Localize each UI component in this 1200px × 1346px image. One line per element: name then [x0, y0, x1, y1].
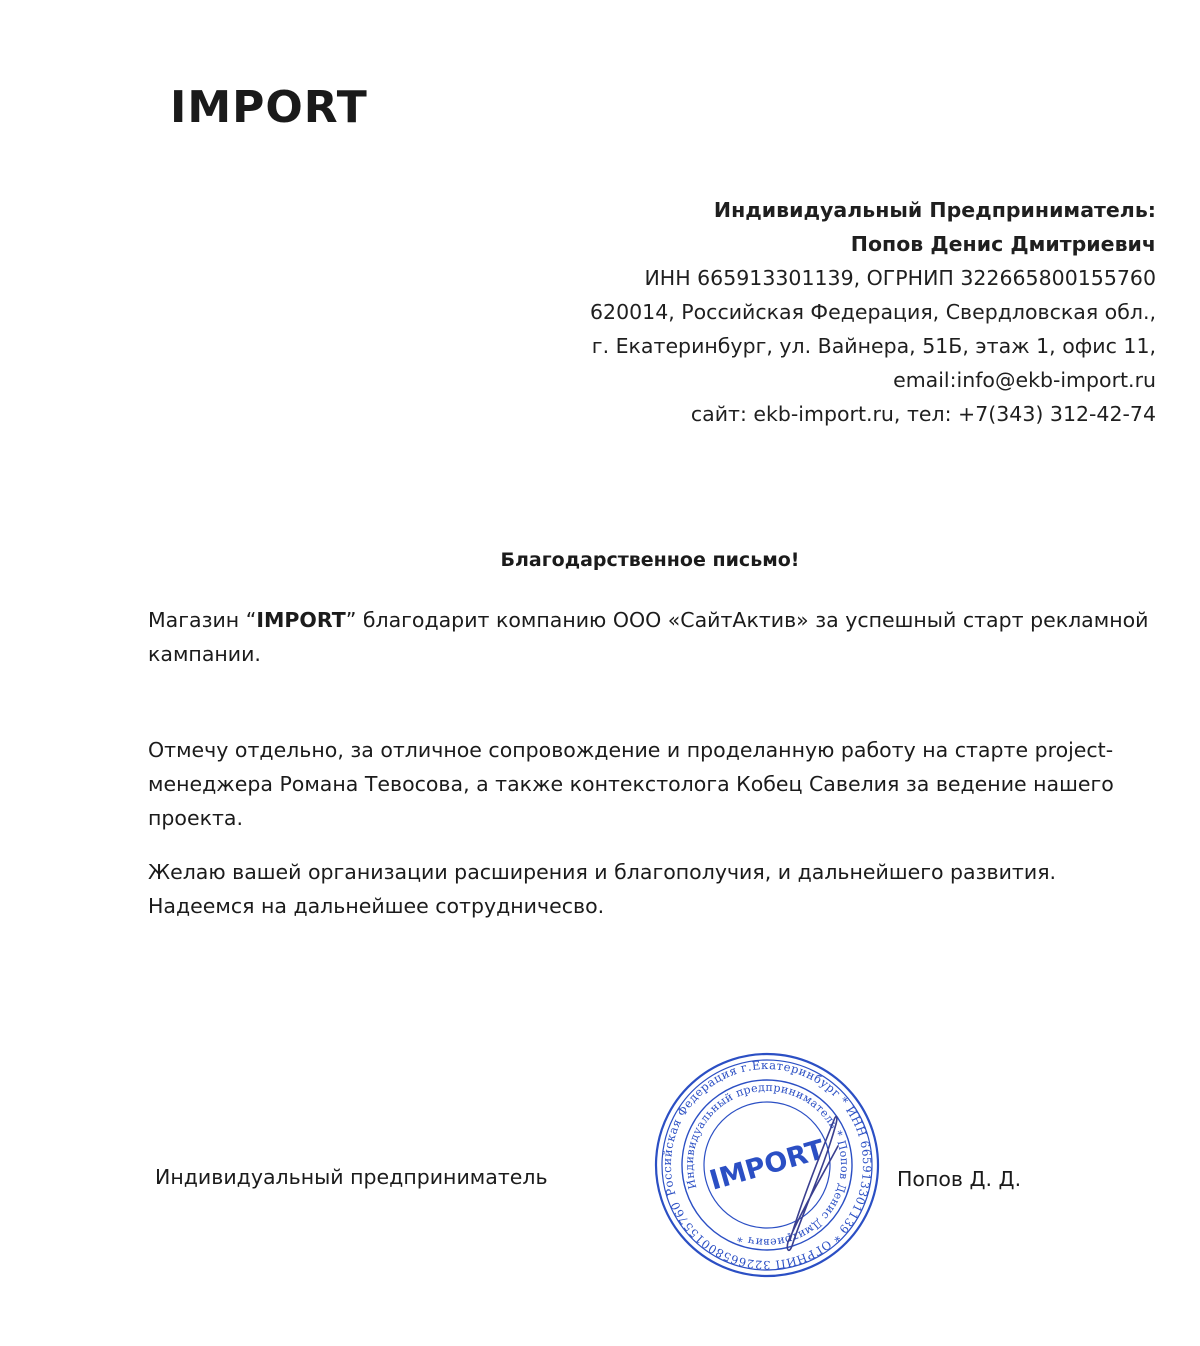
address-line-2: г. Екатеринбург, ул. Вайнера, 51Б, этаж 1, офис 11, [591, 334, 1156, 358]
company-logo: IMPORT [170, 82, 368, 133]
entrepreneur-name: Попов Денис Дмитриевич [850, 232, 1156, 256]
entrepreneur-title: Индивидуальный Предприниматель: [713, 198, 1156, 222]
website-phone-line: сайт: ekb-import.ru, тел: +7(343) 312-42-74 [690, 402, 1156, 426]
address-line-1: 620014, Российская Федерация, Свердловская обл., [589, 300, 1156, 324]
p1-brand: IMPORT [256, 608, 346, 632]
p3-line-1: Желаю вашей организации расширения и благополучия, и дальнейшего развития. [148, 860, 1057, 884]
signature-name: Попов Д. Д. [897, 1167, 1022, 1191]
letter-paragraph-2: Отмечу отдельно, за отличное сопровождение и проделанную работу на старте project-менеджера Романа Тевосова, а также контекстолога Кобец Савелия за ведение нашего проекта. [148, 738, 1114, 830]
letter-title: Благодарственное письмо! [500, 549, 800, 571]
p1-suffix: ” благодарит компанию ООО «СайтАктив» за успешный старт рекламной кампании. [148, 608, 1149, 666]
email-line: email:info@ekb-import.ru [893, 368, 1156, 392]
stamp-outer-text: Российская Федерация г.Екатеринбург * ИНН 665913301139 * ОГРНИП 322665800155760 [659, 1057, 875, 1273]
company-stamp [652, 1050, 882, 1280]
signature-role: Индивидуальный предприниматель [155, 1165, 548, 1189]
p3-line-2: Надеемся на дальнейшее сотрудничесво. [148, 894, 605, 918]
tax-ids: ИНН 665913301139, ОГРНИП 322665800155760 [644, 266, 1156, 290]
letter-paragraph-1 [148, 603, 1158, 671]
letter-paragraph-3 [148, 855, 1158, 923]
stamp-center-text: IMPORT [706, 1134, 828, 1197]
sender-requisites [590, 193, 1156, 431]
stamp-inner-text: Индивидуальный предприниматель * Попов Денис Дмитриевич * [682, 1080, 852, 1250]
p1-prefix: Магазин “ [148, 608, 257, 632]
